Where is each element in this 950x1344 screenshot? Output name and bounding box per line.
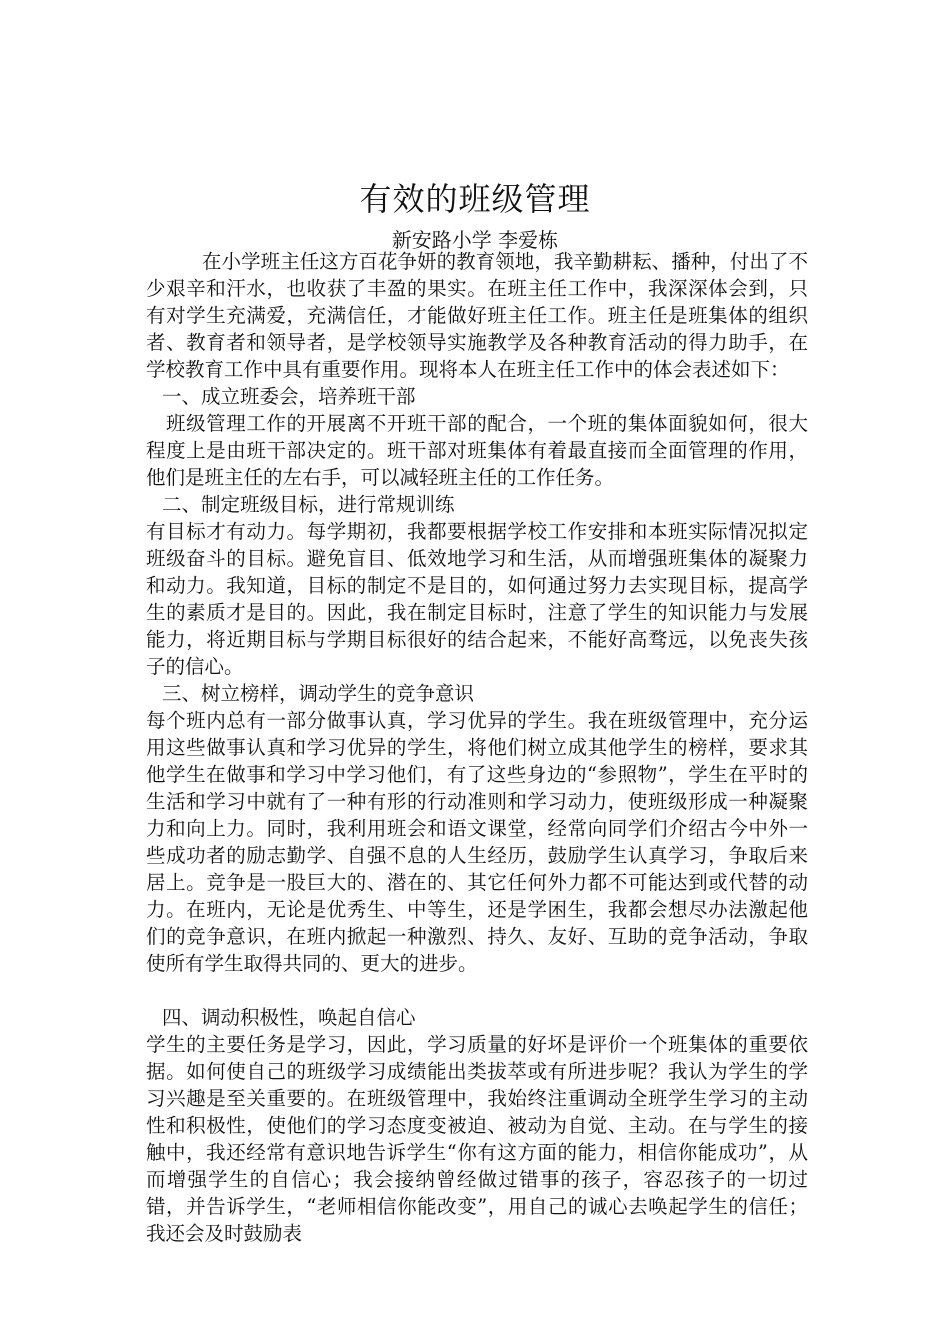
document-body <box>146 248 808 1247</box>
section-paragraph-3: 每个班内总有一部分做事认真，学习优异的学生。我在班级管理中，充分运用这些做事认真和学习优异的学生，将他们树立成其他学生的榜样，要求其他学生在做事和学习中学习他们，有了这些身边的“参照物”，学生在平时的生活和学习中就有了一种有形的行动准则和学习动力，使班级形成一种凝聚力和向上力。同时，我利用班会和语文课堂，经常向同学们介绍古今中外一些成功者的励志勤学、自强不息的人生经历，鼓励学生认真学习，争取后来居上。竞争是一股巨大的、潜在的、其它任何外力都不可能达到或代替的动力。在班内，无论是优秀生、中等生，还是学困生，我都会想尽办法激起他们的竞争意识，在班内掀起一种激烈、持久、友好、互助的竞争活动，争取使所有学生取得共同的、更大的进步。 <box>146 709 808 975</box>
section-paragraph-1: 班级管理工作的开展离不开班干部的配合，一个班的集体面貌如何，很大程度上是由班干部决定的。班干部对班集体有着最直接而全面管理的作用，他们是班主任的左右手，可以减轻班主任的工作任务。 <box>146 412 808 489</box>
section-paragraph-4: 学生的主要任务是学习，因此，学习质量的好坏是评价一个班集体的重要依据。如何使自己的班级学习成绩能出类拔萃或有所进步呢？我认为学生的学习兴趣是至关重要的。在班级管理中，我始终注重调动全班学生学习的主动性和积极性，使他们的学习态度变被迫、被动为自觉、主动。在与学生的接触中，我还经常有意识地告诉学生“你有这方面的能力，相信你能成功”，从而增强学生的自信心；我会接纳曾经做过错事的孩子，容忍孩子的一切过错，并告诉学生，“老师相信你能改变”，用自己的诚心去唤起学生的信任；我还会及时鼓励表 <box>146 1033 808 1245</box>
section-heading-3: 三、树立榜样，调动学生的竞争意识 <box>162 682 475 705</box>
blank-line <box>146 977 808 1004</box>
document-author: 新安路小学 李爱栋 <box>391 228 559 252</box>
section-paragraph-2: 有目标才有动力。每学期初，我都要根据学校工作安排和本班实际情况拟定班级奋斗的目标。避免盲目、低效地学习和生活，从而增强班集体的凝聚力和动力。我知道，目标的制定不是目的，如何通过努力去实现目标，提高学生的素质才是目的。因此，我在制定目标时，注意了学生的知识能力与发展能力，将近期目标与学期目标很好的结合起来，不能好高骛远，以免丧失孩子的信心。 <box>146 520 808 678</box>
intro-paragraph: 在小学班主任这方百花争妍的教育领地，我辛勤耕耘、播种，付出了不少艰辛和汗水，也收获了丰盈的果实。在班主任工作中，我深深体会到，只有对学生充满爱，充满信任，才能做好班主任工作。班主任是班集体的组织者、教育者和领导者，是学校领导实施教学及各种教育活动的得力助手，在学校教育工作中具有重要作用。现将本人在班主任工作中的体会表述如下： <box>146 250 808 381</box>
section-heading-2: 二、制定班级目标，进行常规训练 <box>162 493 455 516</box>
section-heading-1: 一、成立班委会，培养班干部 <box>162 385 416 408</box>
section-heading-4: 四、调动积极性，唤起自信心 <box>162 1006 416 1029</box>
document-title: 有效的班级管理 <box>359 180 591 218</box>
